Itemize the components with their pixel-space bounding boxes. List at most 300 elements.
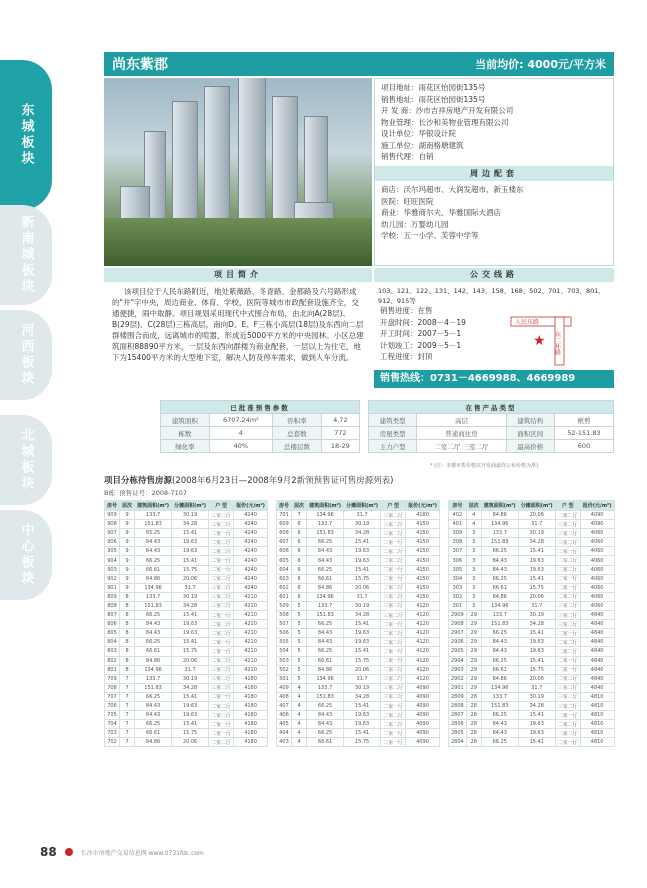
cell: 134.96: [481, 683, 518, 692]
cell: 29: [466, 611, 481, 620]
cell: 703: [105, 729, 120, 738]
table-row: [449, 711, 615, 720]
cell: 705: [105, 711, 120, 720]
cell: 2808: [449, 701, 467, 710]
building-label: B栋: [104, 489, 115, 497]
cell: 66.25: [307, 538, 344, 547]
cell: 二室一厅: [209, 638, 234, 647]
cell: 34.28: [344, 692, 381, 701]
table-row: [449, 729, 615, 738]
table-row: [105, 538, 268, 547]
cell: 804: [105, 638, 120, 647]
cell: 84.86: [135, 738, 172, 747]
cell: 三室二厅: [381, 692, 406, 701]
cell: 84.43: [481, 565, 518, 574]
cell: 31.7: [172, 583, 209, 592]
cell: 4180: [234, 674, 268, 683]
cell: 66.25: [307, 729, 344, 738]
location-star-icon: ★: [533, 333, 546, 349]
cell: 4060: [580, 565, 614, 574]
cell: 28: [466, 692, 481, 701]
cell: 4120: [406, 647, 440, 656]
cell: 15.41: [172, 638, 209, 647]
page-footer: [40, 845, 204, 859]
cell: 9: [120, 529, 135, 538]
table-row: [277, 720, 440, 729]
cell: 40%: [209, 440, 272, 453]
table-row: [449, 611, 615, 620]
table-row: [105, 729, 268, 738]
cell: 66.25: [135, 611, 172, 620]
table-row: [161, 414, 360, 427]
column-header: 建筑面积(m²): [135, 501, 172, 511]
cell: 84.43: [135, 629, 172, 638]
cell: 4810: [580, 729, 614, 738]
cell: 4810: [580, 738, 614, 747]
table-row: [449, 574, 615, 583]
construction-progress: 工程进度：封顶: [380, 352, 433, 361]
cell: 15.41: [172, 556, 209, 565]
cell: 4840: [580, 683, 614, 692]
cell: 15.41: [172, 529, 209, 538]
table-row: [449, 583, 615, 592]
cell: 506: [277, 629, 292, 638]
cell: 134.96: [481, 601, 518, 610]
cell: 4120: [406, 629, 440, 638]
cell: 84.43: [307, 711, 344, 720]
cell: 907: [105, 529, 120, 538]
table-row: [105, 529, 268, 538]
cell: 3: [466, 583, 481, 592]
column-header: 报价(元/m²): [234, 501, 268, 511]
cell: 15.41: [344, 538, 381, 547]
cell: 4120: [406, 638, 440, 647]
cell: 15.41: [344, 565, 381, 574]
cell: 二室二厅: [209, 574, 234, 583]
sidebar-tab-hexi[interactable]: [0, 310, 52, 400]
cell: 二室二厅: [209, 656, 234, 665]
cell: 3: [466, 601, 481, 610]
cell: 二室二厅: [209, 711, 234, 720]
cell: 二室二厅: [209, 538, 234, 547]
table-row: [277, 701, 440, 710]
info-agent: 销售代理：自销: [381, 152, 434, 161]
cell: 66.61: [135, 647, 172, 656]
table-row: [277, 729, 440, 738]
table-row: [105, 683, 268, 692]
cell: 602: [277, 583, 292, 592]
cell: 133.7: [481, 529, 518, 538]
sidebar-tab-zhongxin[interactable]: [0, 510, 52, 600]
cell: 30.19: [172, 674, 209, 683]
cell: 133.7: [135, 674, 172, 683]
cell: 二室二厅: [381, 583, 406, 592]
cell: 5: [292, 620, 307, 629]
cell: 600: [554, 440, 613, 453]
table-row: [449, 701, 615, 710]
cell: 402: [449, 511, 467, 520]
cell: 29: [466, 638, 481, 647]
cell: 4120: [406, 601, 440, 610]
cell: 4090: [406, 692, 440, 701]
cell: 134.96: [481, 520, 518, 529]
cell: 4090: [406, 720, 440, 729]
cell: 15.41: [172, 720, 209, 729]
cell: 4210: [234, 647, 268, 656]
cell: 总套数: [272, 427, 321, 440]
cell: 133.7: [307, 601, 344, 610]
sidebar-tab-beicheng[interactable]: [0, 415, 52, 505]
cell: 151.83: [135, 601, 172, 610]
cell: 30.19: [344, 520, 381, 529]
cell: 4150: [406, 529, 440, 538]
cell: 34.28: [518, 538, 555, 547]
table-row: [449, 529, 615, 538]
cell: 66.25: [307, 701, 344, 710]
cell: 6: [292, 565, 307, 574]
cell: 8: [120, 592, 135, 601]
cell: 404: [277, 729, 292, 738]
listings-title-sub: (2008年6月23日—2008年9月2新领预售证可售房源列表): [172, 476, 394, 486]
cell: 二室一厅: [555, 574, 580, 583]
cell: 4240: [234, 520, 268, 529]
cell: 503: [277, 656, 292, 665]
cell: 二室一厅: [209, 529, 234, 538]
presale-params-table: [160, 400, 360, 453]
cell: 4810: [580, 701, 614, 710]
cell: 66.61: [135, 729, 172, 738]
cell: 二室一厅: [381, 701, 406, 710]
cell: 二室一厅: [209, 556, 234, 565]
table-row: [449, 738, 615, 747]
cell: 30.19: [518, 611, 555, 620]
cell: 普通商住房: [417, 427, 506, 440]
building-shape: [172, 101, 198, 226]
cell: 151.83: [307, 692, 344, 701]
table-row: [161, 427, 360, 440]
cell: 133.7: [481, 611, 518, 620]
cell: 二室一厅: [555, 547, 580, 556]
cell: 903: [105, 565, 120, 574]
cell: 15.41: [344, 620, 381, 629]
cell: 二室一厅: [381, 729, 406, 738]
cell: 15.41: [518, 711, 555, 720]
cell: 607: [277, 538, 292, 547]
cell: 9: [120, 520, 135, 529]
cell: 二室一厅: [209, 729, 234, 738]
cell: 建筑结构: [506, 414, 554, 427]
cell: 2908: [449, 620, 467, 629]
bus-lines-text: 103、121、122、131、142、143、158、168、502、701、703、801、912、915等: [378, 287, 605, 305]
cell: 34.28: [344, 611, 381, 620]
cell: 2805: [449, 729, 467, 738]
cell: 二室二厅: [381, 629, 406, 638]
cell: 三室二厅: [555, 538, 580, 547]
table-row: [369, 427, 614, 440]
cell: 34.28: [518, 620, 555, 629]
cell: 7: [120, 738, 135, 747]
cell: 304: [449, 574, 467, 583]
cell: 二室一厅: [209, 611, 234, 620]
cell: 建筑面积: [161, 414, 210, 427]
cell: 4180: [234, 683, 268, 692]
cell: 三室二厅: [381, 601, 406, 610]
cell: 4240: [234, 511, 268, 520]
cell: 15.75: [518, 583, 555, 592]
table-row: [277, 674, 440, 683]
cell: 906: [105, 538, 120, 547]
cell: 4840: [580, 665, 614, 674]
cell: 29: [466, 647, 481, 656]
table-row: [277, 738, 440, 747]
sales-status: 销售进度：在售: [380, 306, 433, 315]
cell: 4150: [406, 574, 440, 583]
column-header: 房号: [277, 501, 292, 511]
cell: 605: [277, 556, 292, 565]
cell: 4240: [234, 529, 268, 538]
cell: 二室一厅: [381, 574, 406, 583]
cell: 308: [449, 538, 467, 547]
cell: 二室二厅: [381, 547, 406, 556]
table-row: [105, 701, 268, 710]
cell: 总楼层数: [272, 440, 321, 453]
cell: 19.63: [518, 556, 555, 565]
cell: 4210: [234, 611, 268, 620]
cell: 4240: [234, 547, 268, 556]
table-row: [449, 620, 615, 629]
cell: 二室二厅: [209, 738, 234, 747]
cell: 7: [120, 701, 135, 710]
cell: 19.63: [344, 547, 381, 556]
table-row: [277, 647, 440, 656]
cell: 4180: [234, 692, 268, 701]
cell: 84.43: [307, 629, 344, 638]
cell: 4090: [406, 738, 440, 747]
cell: 66.25: [307, 620, 344, 629]
cell: 二室二厅: [555, 592, 580, 601]
cell: 2906: [449, 638, 467, 647]
cell: 28: [466, 711, 481, 720]
cell: 507: [277, 620, 292, 629]
table-row: [369, 414, 614, 427]
cell: 505: [277, 638, 292, 647]
column-header: 房号: [449, 501, 467, 511]
cell: 4240: [234, 565, 268, 574]
cell: 框剪: [554, 414, 613, 427]
cell: 3: [466, 556, 481, 565]
cell: 305: [449, 565, 467, 574]
table-row: [277, 529, 440, 538]
table-row: [105, 638, 268, 647]
cell: 709: [105, 674, 120, 683]
cell: 2907: [449, 629, 467, 638]
cell: 151.83: [481, 620, 518, 629]
sales-hotline: 销售热线：0731－4669988、4669989: [374, 370, 614, 388]
cell: 4840: [580, 647, 614, 656]
table-row: [449, 638, 615, 647]
table-row: [105, 547, 268, 556]
cell: 84.43: [135, 547, 172, 556]
cell: 2902: [449, 674, 467, 683]
sidebar-tab-label: 中心板块: [18, 523, 34, 587]
cell: 三室二厅: [209, 665, 234, 674]
cell: 608: [277, 529, 292, 538]
cell: 134.96: [307, 674, 344, 683]
cell: 65.25: [135, 529, 172, 538]
cell: 2904: [449, 656, 467, 665]
cell: 三室二厅: [381, 592, 406, 601]
column-header: 层次: [292, 501, 307, 511]
cell: 19.63: [172, 711, 209, 720]
cell: 二室一厅: [381, 656, 406, 665]
cell: 66.61: [307, 738, 344, 747]
cell: 2905: [449, 647, 467, 656]
cell: 9: [120, 583, 135, 592]
cell: 34.28: [518, 701, 555, 710]
cell: 4840: [580, 620, 614, 629]
sidebar-tab-xinnancheng[interactable]: [0, 205, 52, 305]
cell: 4180: [234, 729, 268, 738]
cell: 8: [120, 611, 135, 620]
cell: 三室二厅: [381, 520, 406, 529]
cell: 4210: [234, 592, 268, 601]
column-header: 层次: [120, 501, 135, 511]
cell: 4840: [580, 629, 614, 638]
table-row: [449, 683, 615, 692]
table-row: [449, 601, 615, 610]
cell: 84.43: [481, 729, 518, 738]
cell: 二室一厅: [209, 692, 234, 701]
cell: 4240: [234, 538, 268, 547]
cell: 707: [105, 692, 120, 701]
cell: 容积率: [272, 414, 321, 427]
cell: 66.25: [135, 638, 172, 647]
cell: 5: [292, 629, 307, 638]
start-date: 开工时间：2007－5－1: [380, 329, 462, 338]
cell: 7: [120, 692, 135, 701]
table-row: [449, 565, 615, 574]
cell: 904: [105, 556, 120, 565]
cell: 34.28: [172, 601, 209, 610]
cell: 407: [277, 701, 292, 710]
sales-progress: [380, 305, 500, 363]
cell: 15.75: [518, 665, 555, 674]
building-shape: [204, 86, 230, 226]
table-row: [277, 683, 440, 692]
cell: 409: [277, 683, 292, 692]
cell: 4210: [234, 601, 268, 610]
cell: 502: [277, 665, 292, 674]
permit-number: 预售证号：2008-7107: [119, 489, 188, 497]
cell: 19.63: [518, 565, 555, 574]
cell: 134.96: [135, 665, 172, 674]
cell: 15.75: [172, 647, 209, 656]
cell: 301: [449, 601, 467, 610]
cell: 绿化率: [161, 440, 210, 453]
column-header: 房号: [105, 501, 120, 511]
cell: 20.06: [518, 592, 555, 601]
products-title: 在售产品类型: [369, 401, 614, 414]
cell: 133.7: [481, 692, 518, 701]
sidebar-tab-label: 河西板块: [18, 323, 34, 387]
cell: 4240: [234, 583, 268, 592]
listings-title: [104, 474, 393, 486]
cell: 二室二厅: [555, 638, 580, 647]
cell: 4180: [234, 738, 268, 747]
cell: 8: [120, 601, 135, 610]
cell: 151.83: [481, 538, 518, 547]
cell: 7: [120, 711, 135, 720]
cell: 151.83: [135, 520, 172, 529]
cell: 84.86: [307, 583, 344, 592]
table-row: [449, 511, 615, 520]
table-row: [277, 665, 440, 674]
cell: 4090: [406, 729, 440, 738]
listings-title-main: 项目分栋待售房源: [104, 476, 173, 486]
table-row: [449, 556, 615, 565]
cell: 4: [209, 427, 272, 440]
cell: 4060: [580, 538, 614, 547]
table-row: [277, 611, 440, 620]
page-number: 88: [40, 845, 57, 859]
cell: 29: [466, 656, 481, 665]
cell: 8: [120, 638, 135, 647]
cell: 7: [120, 720, 135, 729]
column-header: 建筑面积(m²): [481, 501, 518, 511]
cell: 4: [292, 729, 307, 738]
cell: 三室二厅: [209, 592, 234, 601]
price-note: * (注：本楼市售价格以开发商最终公布价格为准): [430, 463, 538, 469]
cell: 二室二厅: [209, 620, 234, 629]
cell: 306: [449, 556, 467, 565]
cell: 501: [277, 674, 292, 683]
cell: 4840: [580, 674, 614, 683]
cell: 15.75: [344, 574, 381, 583]
cell: 4150: [406, 565, 440, 574]
table-row: [105, 592, 268, 601]
cell: 84.43: [307, 556, 344, 565]
table-row: [277, 656, 440, 665]
column-header: 报价(元/m²): [406, 501, 440, 511]
cell: 34.28: [172, 520, 209, 529]
cell: 34.28: [172, 683, 209, 692]
table-row: [105, 738, 268, 747]
cell: 4: [292, 720, 307, 729]
cell: 9: [120, 574, 135, 583]
cell: 66.61: [307, 656, 344, 665]
cell: 66.25: [481, 656, 518, 665]
table-row: [449, 520, 615, 529]
sidebar-tab-dongcheng[interactable]: [0, 60, 52, 210]
cell: 84.43: [307, 720, 344, 729]
cell: 9: [120, 565, 135, 574]
cell: 19.63: [344, 638, 381, 647]
cell: 66.25: [481, 738, 518, 747]
sidebar-tab-label: 新南城板块: [18, 215, 34, 295]
cell: 面积区间: [506, 427, 554, 440]
cell: 4120: [406, 674, 440, 683]
cell: 三室二厅: [555, 701, 580, 710]
cell: 66.61: [135, 565, 172, 574]
table-row: [277, 583, 440, 592]
cell: 31.7: [344, 592, 381, 601]
cell: 20.06: [344, 583, 381, 592]
cell: 31.7: [172, 665, 209, 674]
cell: 84.86: [135, 574, 172, 583]
cell: 901: [105, 583, 120, 592]
cell: 二室二厅: [209, 701, 234, 710]
cell: 31.7: [518, 520, 555, 529]
